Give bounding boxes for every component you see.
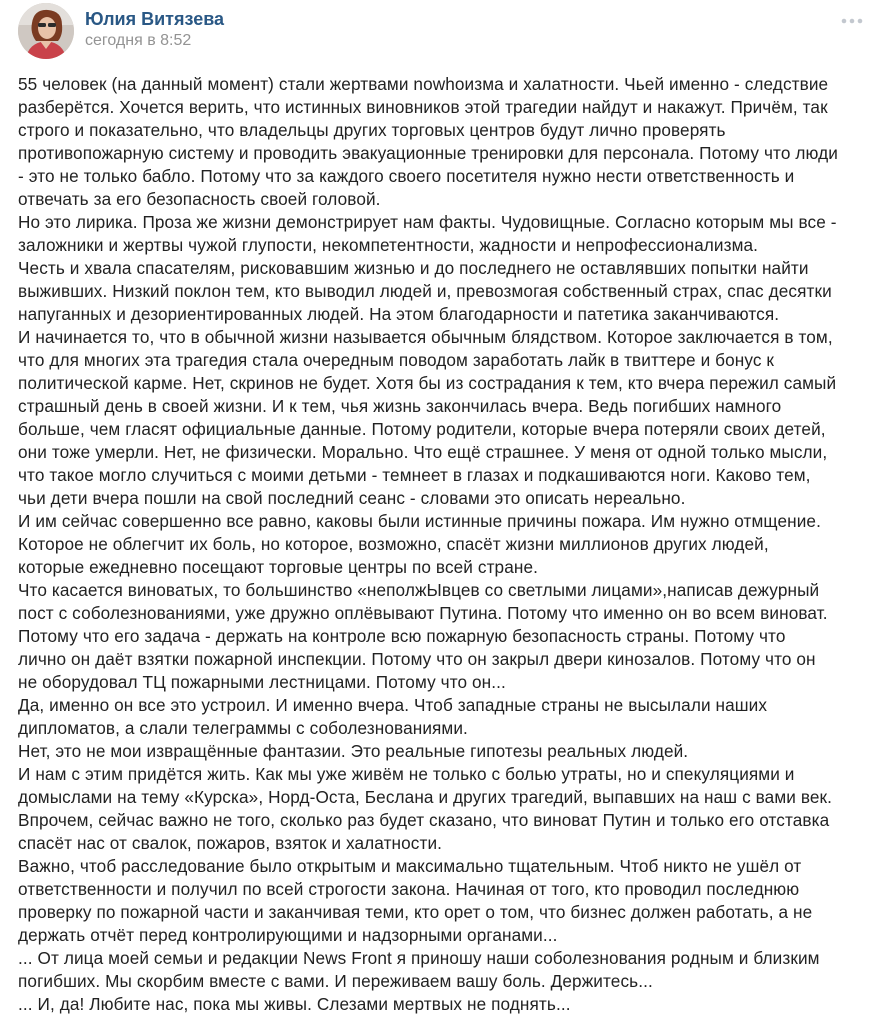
author-avatar[interactable] bbox=[18, 3, 74, 59]
post-text-line: что для многих эта трагедия стала очередным поводом заработать лайк в твиттере и бонус к bbox=[18, 350, 775, 370]
post-text-line: Нет, это не мои извращённые фантазии. Это реальные гипотезы реальных людей. bbox=[18, 741, 689, 761]
post-text-line: Что касается виноватых, то большинство «неполжЫвцев со светлыми лицами»,написав дежурный bbox=[18, 580, 820, 600]
post-text-line: пост с соболезнованиями, уже дружно оплёвывают Путина. Потому что именно он во всем виноват. bbox=[18, 603, 828, 623]
post-text-line: выживших. Низкий поклон тем, кто выводил людей и, превозмогая собственный страх, спас десятки bbox=[18, 281, 832, 301]
post-text-line: не оборудовал ТЦ пожарными лестницами. Потому что он... bbox=[18, 672, 506, 692]
post-text-line: заложники и жертвы чужой глупости, некомпетентности, жадности и непрофессионализма. bbox=[18, 235, 759, 255]
post-text-line: страшный день в своей жизни. И к тем, чья жизнь закончилась вчера. Ведь погибших намного bbox=[18, 396, 782, 416]
post-text-line: ... От лица моей семьи и редакции News Front я приношу наши соболезнования родным и близким bbox=[18, 948, 820, 968]
post-text-line: ответственности и получил по всей строгости закона. Начиная от того, кто проводил последнюю bbox=[18, 879, 800, 899]
avatar-photo-icon bbox=[18, 3, 74, 59]
post-text-line: погибших. Мы скорбим вместе с вами. И переживаем вашу боль. Держитесь... bbox=[18, 971, 653, 991]
post-text-line: Честь и хвала спасателям, рисковавшим жизнью и до последнего не оставлявших попытки найти bbox=[18, 258, 809, 278]
author-name[interactable]: Юлия Витязева bbox=[85, 9, 225, 29]
post-text-line: отвечать за его безопасность своей головой. bbox=[18, 189, 381, 209]
post-text-line: которые ежедневно посещают торговые центры по всей стране. bbox=[18, 557, 538, 577]
post-text-line: что такое могло случиться с моими детьми - темнеет в глазах и подкашиваются ноги. Каково тем, bbox=[18, 465, 811, 485]
post-text-line: ... И, да! Любите нас, пока мы живы. Слезами мертвых не поднять... bbox=[18, 994, 571, 1014]
post-text-line: строго и показательно, что владельцы других торговых центров будут лично проверять bbox=[18, 120, 726, 140]
post-text-line: И им сейчас совершенно все равно, каковы были истинные причины пожара. Им нужно отмщение. bbox=[18, 511, 821, 531]
post-text bbox=[18, 73, 870, 1016]
post-text-line: противопожарную систему и проводить эвакуационные тренировки для персонала. Потому что люди bbox=[18, 143, 838, 163]
post-text-line: Впрочем, сейчас важно не того, сколько раз будет сказано, что виноват Путин и только его отставка bbox=[18, 810, 830, 830]
post-text-line: напуганных и дезориентированных людей. На этом благодарности и патетика заканчиваются. bbox=[18, 304, 780, 324]
post-text-line: Которое не облегчит их боль, но которое, возможно, спасёт жизни миллионов других людей, bbox=[18, 534, 769, 554]
post-text-line: спасёт нас от свалок, пожаров, взяток и халатности. bbox=[18, 833, 443, 853]
post-text-line: политической карме. Нет, скринов не будет. Хотя бы из сострадания к тем, кто вчера пережил самый bbox=[18, 373, 837, 393]
post-text-line: дипломатов, а слали телеграммы с соболезнованиями. bbox=[18, 718, 468, 738]
more-dots-icon bbox=[841, 18, 863, 24]
post-header bbox=[0, 0, 884, 66]
post-text-line: И нам с этим придётся жить. Как мы уже живём не только с болью утраты, но и спекуляциями и bbox=[18, 764, 795, 784]
post-text-line: проверку по пожарной части и заканчивая теми, кто орет о том, что бизнес должен работать, а не bbox=[18, 902, 813, 922]
post-timestamp[interactable]: сегодня в 8:52 bbox=[85, 32, 192, 49]
post-text-line: лично он даёт взятки пожарной инспекции. Потому что он закрыл двери кинозалов. Потому что он bbox=[18, 649, 816, 669]
post-text-line: они тоже умерли. Нет, не физически. Морально. Что ещё страшнее. У меня от одной только мысли, bbox=[18, 442, 828, 462]
post-text-line: держать отчёт перед контролирующими и надзорными органами... bbox=[18, 925, 558, 945]
post-text-line: - это не только бабло. Потому что за каждого своего посетителя нужно нести ответственность и bbox=[18, 166, 795, 186]
post-text-line: 55 человек (на данный момент) стали жертвами nowhoизма и халатности. Чьей именно - следствие bbox=[18, 74, 829, 94]
more-options-button[interactable] bbox=[838, 10, 866, 32]
post-text-line: домыслами на тему «Курска», Норд-Оста, Беслана и других трагедий, выпавших на наш с вами век. bbox=[18, 787, 833, 807]
post-text-line: Потому что его задача - держать на контроле всю пожарную безопасность страны. Потому что bbox=[18, 626, 786, 646]
post-text-line: разберётся. Хочется верить, что истинных виновников этой трагедии найдут и накажут. Причём, так bbox=[18, 97, 828, 117]
post-text-line: Да, именно он все это устроил. И именно вчера. Чтоб западные страны не высылали наших bbox=[18, 695, 768, 715]
post-text-line: Но это лирика. Проза же жизни демонстрирует нам факты. Чудовищные. Согласно которым мы все - bbox=[18, 212, 837, 232]
post-text-line: больше, чем гласят официальные данные. Потому родители, которые вчера потеряли своих детей, bbox=[18, 419, 826, 439]
post-text-line: чьи дети вчера пошли на свой последний сеанс - словами это описать нереально. bbox=[18, 488, 686, 508]
post-text-line: И начинается то, что в обычной жизни называется обычным блядством. Которое заключается в том, bbox=[18, 327, 833, 347]
post-text-line: Важно, чтоб расследование было открытым и максимально тщательным. Чтоб никто не ушёл от bbox=[18, 856, 802, 876]
